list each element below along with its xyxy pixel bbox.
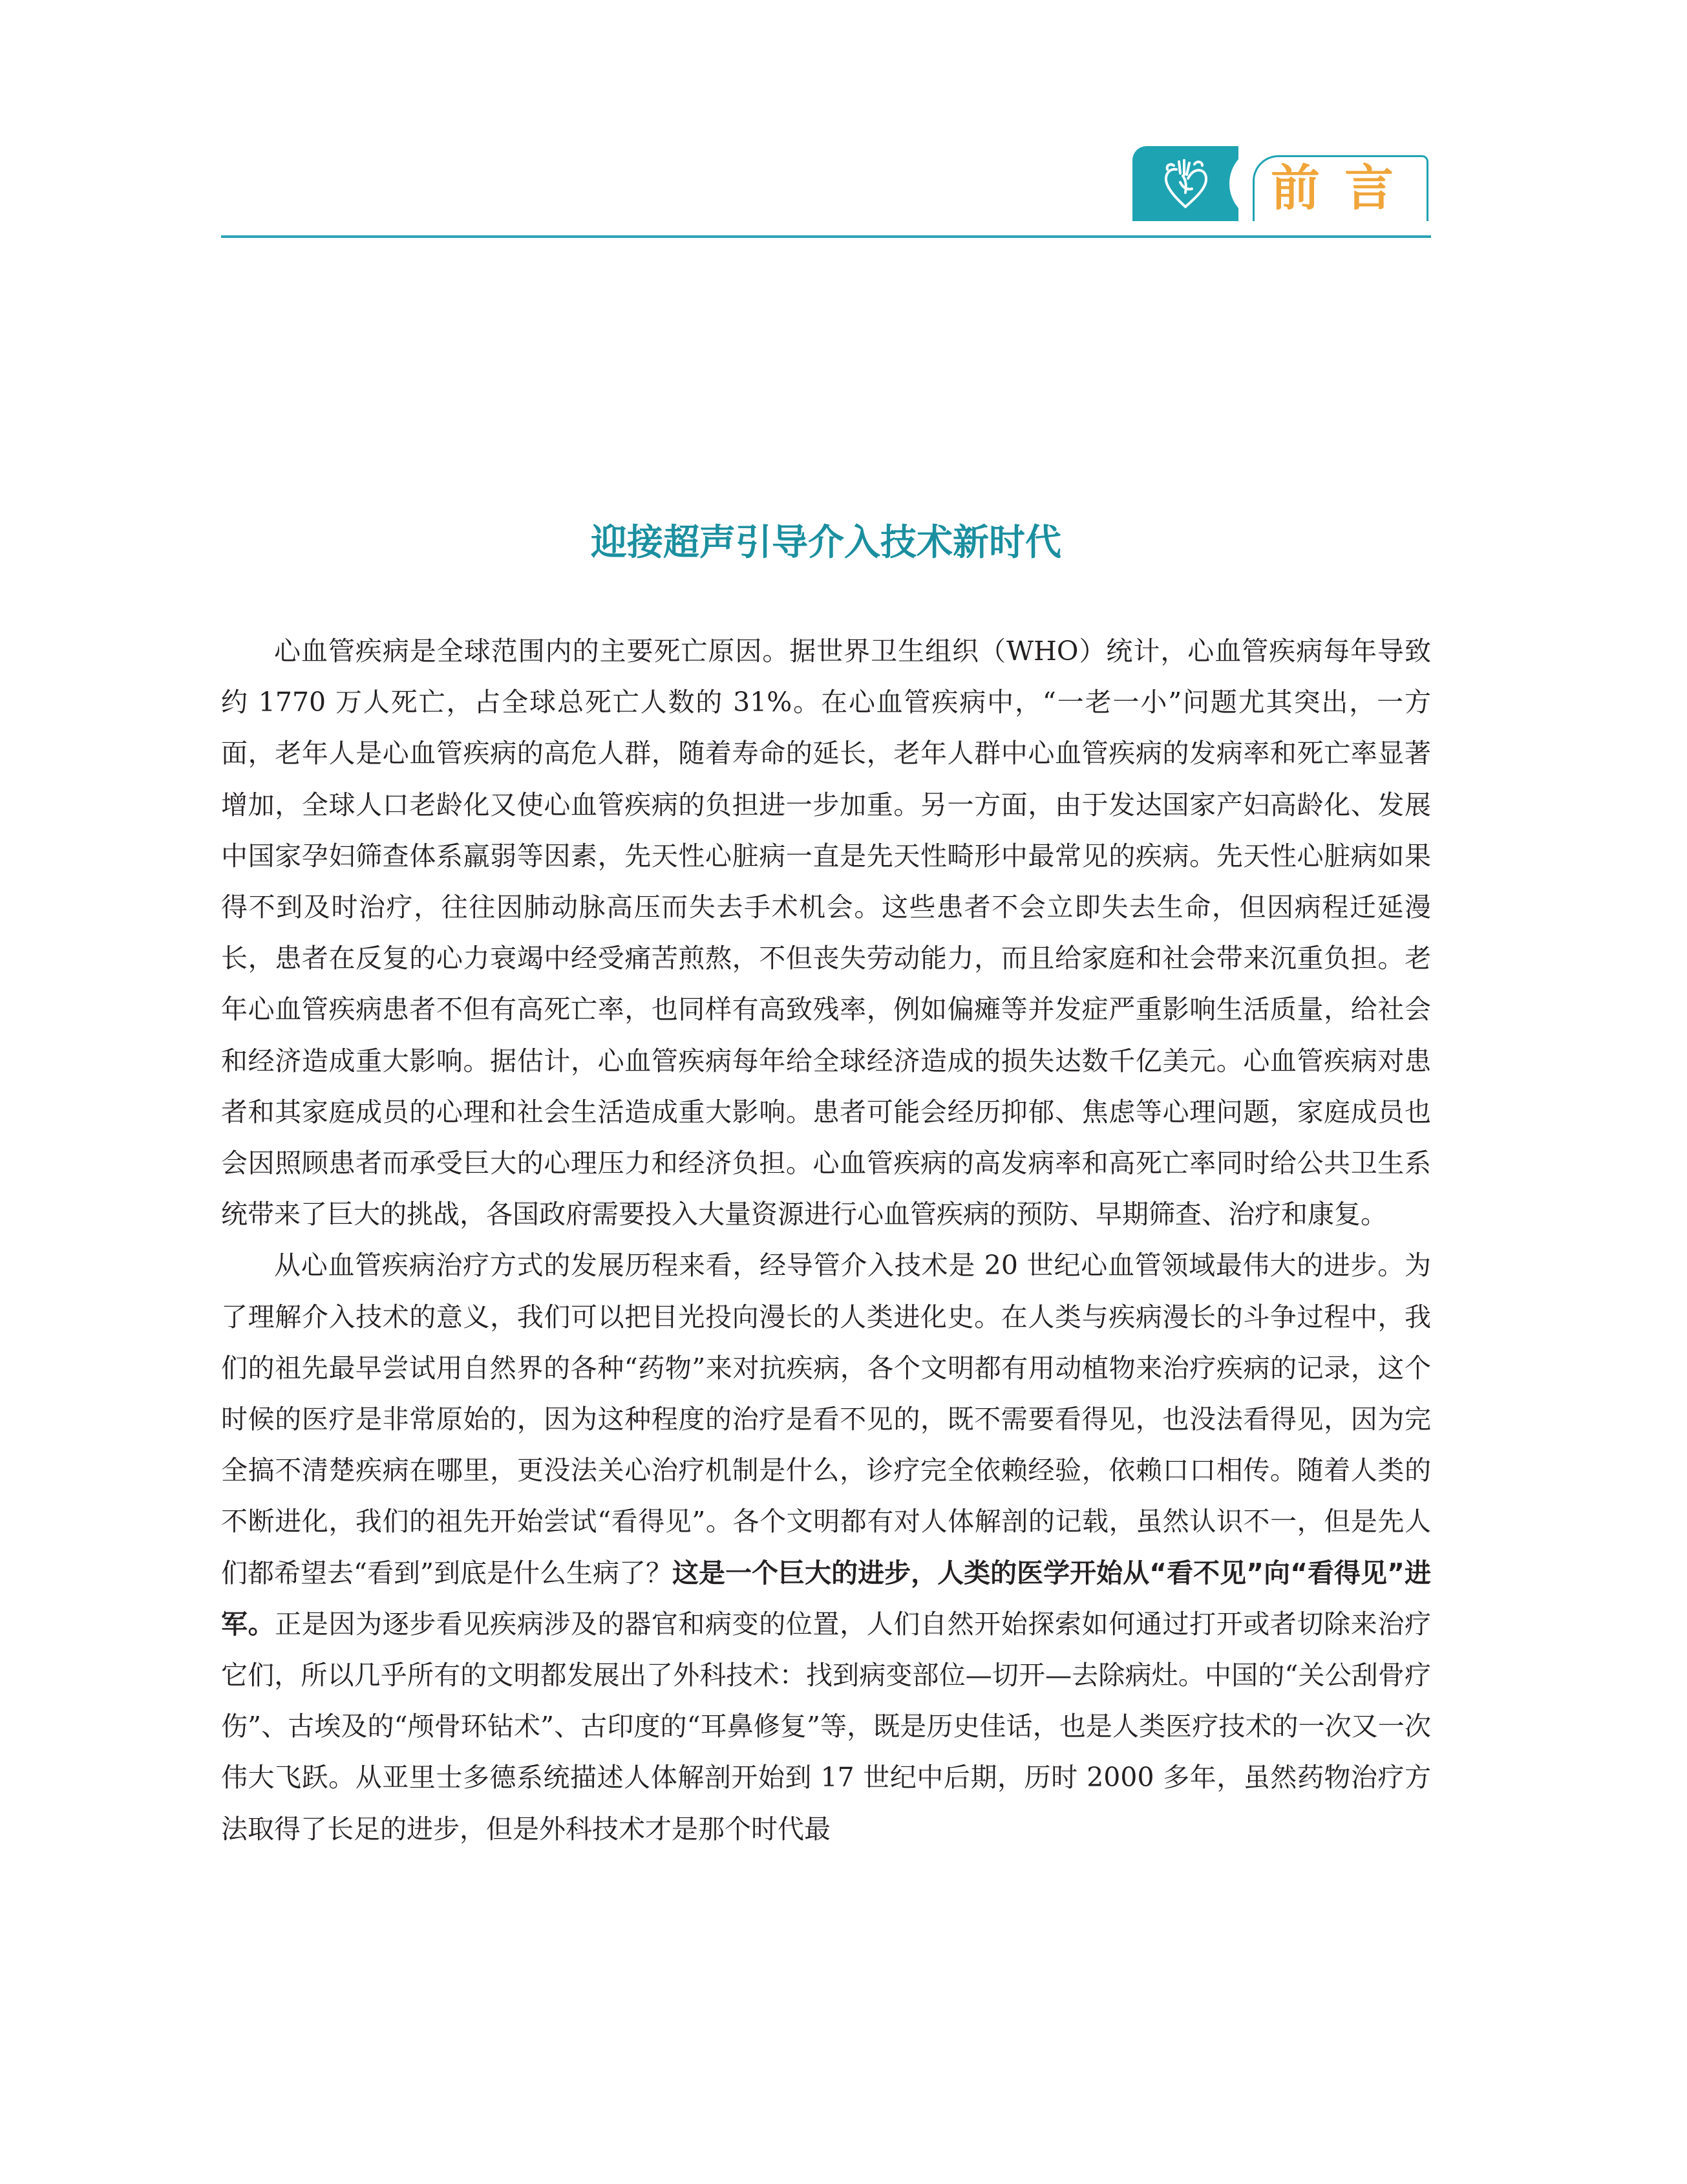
article-title: 迎接超声引导介入技术新时代 — [591, 522, 1061, 564]
section-tab — [1132, 146, 1431, 221]
header-rule — [221, 235, 1431, 238]
section-title: 前言 — [1271, 159, 1418, 217]
paragraph — [221, 1240, 1431, 1854]
emphasis-text: 这是一个巨大的进步，人类的医学开始从“看不见”向“看得见”进军。 — [221, 1557, 1431, 1640]
paragraph: 心血管疾病是全球范围内的主要死亡原因。据世界卫生组织（WHO）统计，心血管疾病每年导致约 1770 万人死亡，占全球总死亡人数的 31%。在心血管疾病中，“一老一小”问题尤其突出，一方面，老年人是心血管疾病的高危人群，随着寿命的延长，老年人群中心血管疾病的发病率和死亡率显著增加，全球人口老龄化又使心血管疾病的负担进一步加重。另一方面，由于发达国家产妇高龄化、发展中国家孕妇筛查体系羸弱等因素，先天性心脏病一直是先天性畸形中最常见的疾病。先天性心脏病如果得不到及时治疗，往往因肺动脉高压而失去手术机会。这些患者不会立即失去生命，但因病程迁延漫长，患者在反复的心力衰竭中经受痛苦煎熬，不但丧失劳动能力，而且给家庭和社会带来沉重负担。老年心血管疾病患者不但有高死亡率，也同样有高致残率，例如偏瘫等并发症严重影响生活质量，给社会和经济造成重大影响。据估计，心血管疾病每年给全球经济造成的损失达数千亿美元。心血管疾病对患者和其家庭成员的心理和社会生活造成重大影响。患者可能会经历抑郁、焦虑等心理问题，家庭成员也会因照顾患者而承受巨大的心理压力和经济负担。心血管疾病的高发病率和高死亡率同时给公共卫生系统带来了巨大的挑战，各国政府需要投入大量资源进行心血管疾病的预防、早期筛查、治疗和康复。 — [221, 636, 1431, 1230]
paragraph-text: 从心血管疾病治疗方式的发展历程来看，经导管介入技术是 20 世纪心血管领域最伟大的进步。为了理解介入技术的意义，我们可以把目光投向漫长的人类进化史。在人类与疾病漫长的斗争过程中，我们的祖先最早尝试用自然界的各种“药物”来对抗疾病，各个文明都有用动植物来治疗疾病的记录，这个时候的医疗是非常原始的，因为这种程度的治疗是看不见的，既不需要看得见，也没法看得见，因为完全搞不清楚疾病在哪里，更没法关心治疗机制是什么，诊疗完全依赖经验，依赖口口相传。随着人类的不断进化，我们的祖先开始尝试“看得见”。各个文明都有对人体解剖的记载，虽然认识不一，但是先人们都希望去“看到”到底是什么生病了？ — [221, 1250, 1431, 1589]
heart-icon — [1157, 156, 1214, 211]
paragraph-text: 正是因为逐步看见疾病涉及的器官和病变的位置，人们自然开始探索如何通过打开或者切除来治疗它们，所以几乎所有的文明都发展出了外科技术：找到病变部位—切开—去除病灶。中国的“关公刮骨疗伤”、古埃及的“颅骨环钻术”、古印度的“耳鼻修复”等，既是历史佳话，也是人类医疗技术的一次又一次伟大飞跃。从亚里士多德系统描述人体解剖开始到 17 世纪中后期，历时 2000 多年，虽然药物治疗方法取得了长足的进步，但是外科技术才是那个时代最 — [221, 1608, 1432, 1845]
section-icon-block — [1132, 146, 1238, 221]
article-body — [221, 626, 1431, 1855]
page-header — [0, 0, 1687, 246]
